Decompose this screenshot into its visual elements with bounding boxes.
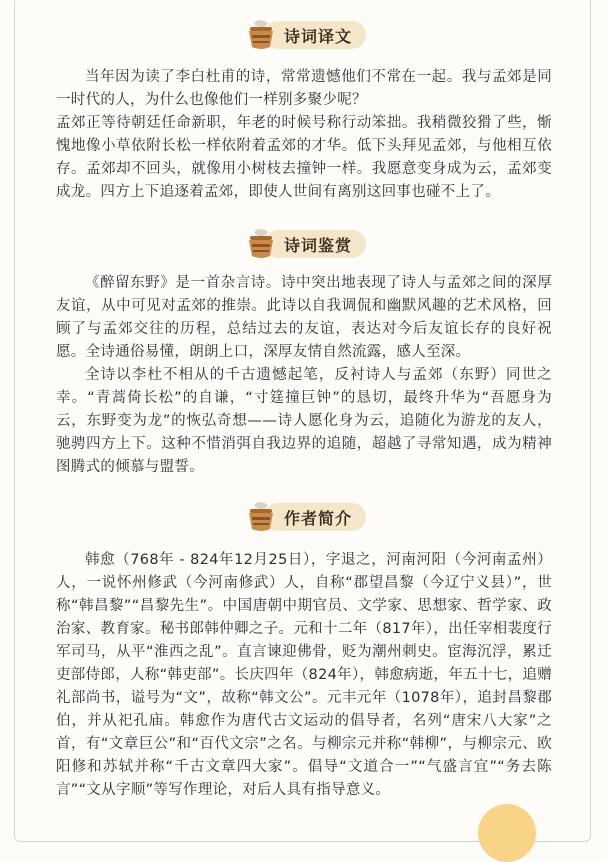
section-title: 作者简介	[264, 503, 366, 531]
section-header-translation	[0, 17, 607, 53]
section-title: 诗词译文	[264, 21, 366, 49]
section-header-author	[0, 499, 607, 535]
section-badge	[250, 499, 366, 535]
paragraph: 韩愈（768年 - 824年12月25日），字退之，河南河阳（今河南孟州）人，一说怀州修武（今河南修武）人，自称“郡望昌黎（今辽宁义县）”，世称“韩昌黎”“昌黎先生”。中国唐朝中期官员、文学家、思想家、哲学家、政治家、教育家。秘书郎韩仲卿之子。元和十二年（817年），出任宰相裴度行军司马，从平“淮西之乱”。直言谏迎佛骨，贬为潮州刺史。宦海沉浮，累迁吏部侍郎，人称“韩吏部”。长庆四年（824年），韩愈病逝，年五十七，追赠礼部尚书，谥号为“文”，故称“韩文公”。元丰元年（1078年），追封昌黎郡伯，并从祀孔庙。韩愈作为唐代古文运动的倡导者，名列“唐宋八大家”之首，有“文章巨公”和“百代文宗”之名。与柳宗元并称“韩柳”，与柳宗元、欧阳修和苏轼并称“千古文章四大家”。倡导“文道合一”“气盛言宜”“务去陈言”“文从字顺”等写作理论，对后人具有指导意义。	[56, 552, 552, 798]
section-title: 诗词鉴赏	[264, 230, 366, 258]
decorative-circle	[478, 804, 536, 862]
section-badge	[250, 17, 366, 53]
food-bowl-icon	[244, 499, 278, 535]
paragraph: 《醉留东野》是一首杂言诗。诗中突出地表现了诗人与孟郊之间的深厚友谊，从中可见对孟郊的推崇。此诗以自我调侃和幽默风趣的艺术风格，回顾了与孟郊交往的历程，总结过去的友谊，表达对今后友谊长存的良好祝愿。全诗通俗易懂，朗朗上口，深厚友情自然流露，感人至深。	[56, 275, 552, 360]
section-header-appreciation	[0, 226, 607, 262]
paragraph: 全诗以李杜不相从的千古遗憾起笔，反衬诗人与孟郊（东野）同世之幸。“青蒿倚长松”的自谦，“寸筳撞巨钟”的恳切，最终升华为“吾愿身为云，东野变为龙”的恢弘奇想——诗人愿化身为云，追随化为游龙的友人，驰骋四方上下。这种不惜消弭自我边界的追随，超越了寻常知遇，成为精神图腾式的倾慕与盟誓。	[56, 367, 552, 475]
paragraph: 孟郊正等待朝廷任命新职，年老的时候号称行动笨拙。我稍微狡猾了些，惭愧地像小草依附长松一样依附着孟郊的才华。低下头拜见孟郊，与他相互依存。孟郊却不回头，就像用小树枝去撞钟一样。我愿意变身成为云，孟郊变成龙。四方上下追逐着孟郊，即使人世间有离别这回事也碰不上了。	[56, 115, 552, 200]
section-badge	[250, 226, 366, 262]
food-bowl-icon	[244, 226, 278, 262]
food-bowl-icon	[244, 17, 278, 53]
paragraph: 当年因为读了李白杜甫的诗，常常遗憾他们不常在一起。我与孟郊是同一时代的人，为什么也像他们一样别多聚少呢？	[56, 69, 552, 108]
